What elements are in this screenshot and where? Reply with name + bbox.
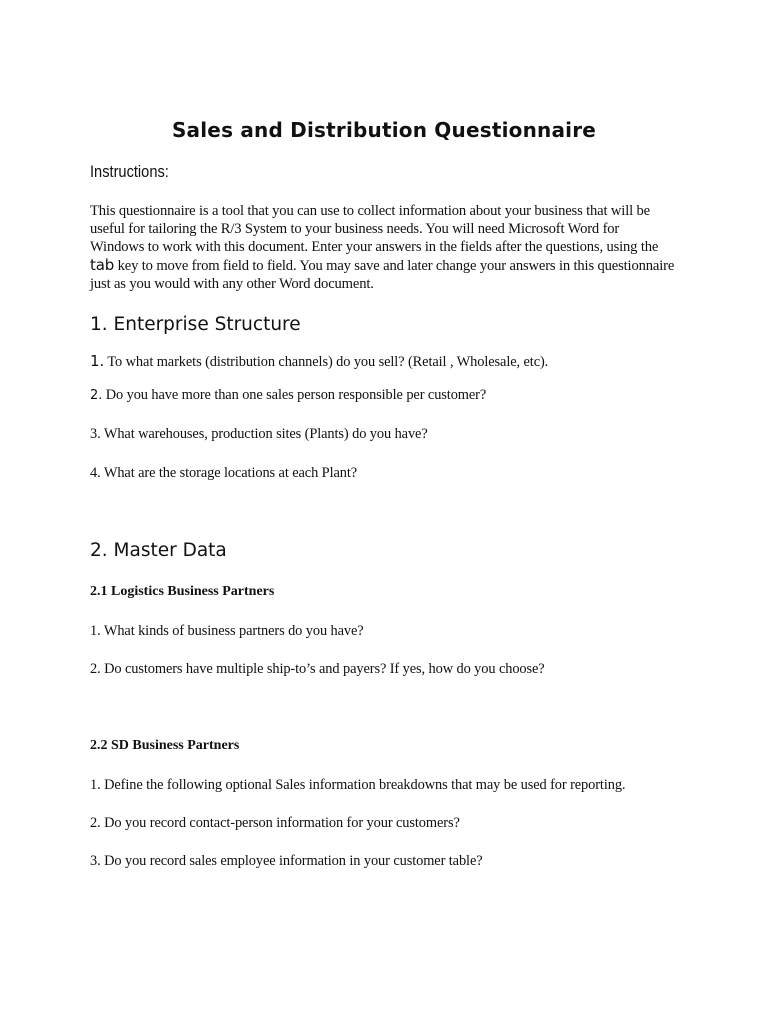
question-2-2-3 — [90, 853, 483, 870]
question-text: 3. Do you record sales employee information in your customer table? — [90, 853, 483, 869]
question-2-2-1 — [90, 777, 625, 794]
question-text: 4. What are the storage locations at each Plant? — [90, 465, 358, 481]
subsection-heading-logistics-business-partners: 2.1 Logistics Business Partners — [90, 584, 275, 599]
question-number: 1. — [90, 352, 105, 370]
question-1-1 — [90, 352, 548, 371]
instructions-paragraph — [90, 202, 675, 293]
instructions-text-part-2: key to move from field to field. You may save and later change your answers in this questionnaire just as you would with any other Word document. — [90, 258, 675, 292]
tab-key-label: tab — [90, 256, 115, 274]
subsection-heading-sd-business-partners: 2.2 SD Business Partners — [90, 738, 240, 753]
question-text: 2. Do customers have multiple ship-to’s and payers? If yes, how do you choose? — [90, 661, 545, 677]
question-text: 1. Define the following optional Sales information breakdowns that may be used for reporting. — [90, 777, 626, 793]
question-text: 1. What kinds of business partners do you have? — [90, 623, 364, 639]
question-2-1-1 — [90, 623, 364, 640]
question-number: 2. — [90, 388, 103, 403]
question-1-4 — [90, 465, 357, 482]
question-text: 2. Do you record contact-person information for your customers? — [90, 815, 460, 831]
question-2-1-2 — [90, 661, 545, 678]
question-1-2 — [90, 387, 486, 404]
instructions-text-part-1: This questionnaire is a tool that you can use to collect information about your business that will be useful for tailoring the R/3 System to your business needs. You will need Microsoft Word for Windows to work with this document. Enter your answers in the fields after the questions, using the — [90, 203, 659, 255]
section-heading-enterprise-structure: 1. Enterprise Structure — [90, 314, 301, 335]
instructions-heading: Instructions: — [90, 162, 169, 181]
question-text: 3. What warehouses, production sites (Plants) do you have? — [90, 426, 428, 442]
section-heading-master-data: 2. Master Data — [90, 540, 227, 561]
document-title: Sales and Distribution Questionnaire — [171, 118, 597, 142]
question-1-3 — [90, 426, 428, 443]
question-text: To what markets (distribution channels) do you sell? (Retail , Wholesale, etc). — [104, 354, 549, 370]
question-text: Do you have more than one sales person responsible per customer? — [102, 387, 487, 403]
question-2-2-2 — [90, 815, 460, 832]
